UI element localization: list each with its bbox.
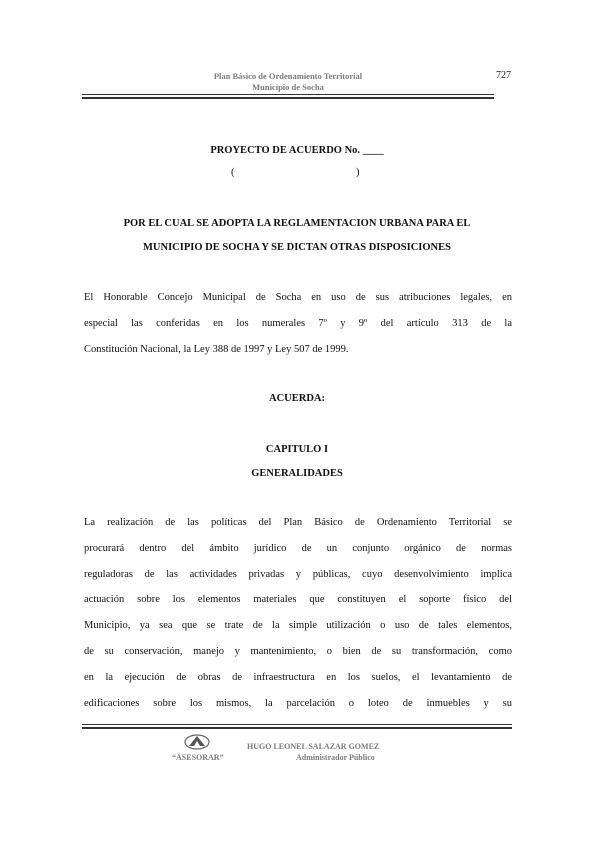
preamble-paragraph [84, 285, 512, 362]
header-rule-bottom [82, 97, 494, 99]
body-line: reguladoras de las actividades privadas y públicas, cuyo desenvolvimiento implica [84, 568, 512, 580]
footer-rule-bottom [82, 727, 512, 729]
preamble-line: Constitución Nacional, la Ley 388 de 1997 y Ley 507 de 1999. [84, 343, 349, 355]
footer-rule-top [82, 724, 512, 725]
body-line: La realización de las políticas del Plan Básico de Ordenamiento Territorial se [84, 517, 512, 528]
project-title: PROYECTO DE ACUERDO No. ____ [210, 145, 384, 156]
body-line: Municipio, ya sea que se trate de la simple utilización o uso de tales elementos, [84, 620, 512, 632]
body-line: de su conservación, manejo y mantenimiento, o bien de su transformación, como [84, 645, 512, 657]
body-line: procurará dentro del ámbito jurídico de un conjunto orgánico de normas [84, 542, 512, 554]
chapter-heading: CAPITULO I [265, 444, 329, 455]
footer-org-name: “ASESORAR” [172, 753, 224, 762]
body-paragraph [84, 510, 512, 716]
preamble-line: especial las conferidas en los numerales 7º y 9º del artículo 313 de la [84, 317, 512, 329]
footer-person-name: HUGO LEONEL SALAZAR GOMEZ [247, 742, 380, 751]
project-paren-close: ) [356, 167, 360, 178]
subject-line-1: POR EL CUAL SE ADOPTA LA REGLAMENTACION URBANA PARA EL [123, 218, 471, 229]
project-paren-open: ( [231, 167, 235, 178]
body-line: en la ejecución de obras de infraestructura en los suelos, el levantamiento de [84, 671, 512, 683]
footer-person-title: Administrador Público [296, 753, 375, 762]
acuerda-heading: ACUERDA: [269, 393, 325, 404]
chapter-title: GENERALIDADES [251, 468, 343, 479]
asesorar-logo-icon [183, 733, 211, 751]
body-line: edificaciones sobre los mismos, la parcelación o loteo de inmuebles y su [84, 697, 512, 709]
header-title-line1: Plan Básico de Ordenamiento Territorial [213, 71, 363, 81]
page-number: 727 [496, 70, 511, 81]
header-title-line2: Municipio de Socha [252, 82, 324, 92]
header-rule-top [82, 94, 494, 95]
preamble-line: El Honorable Concejo Municipal de Socha en uso de sus atribuciones legales, en [84, 292, 512, 303]
body-line: actuación sobre los elementos materiales que constituyen el soporte físico del [84, 594, 512, 606]
subject-line-2: MUNICIPIO DE SOCHA Y SE DICTAN OTRAS DISPOSICIONES [143, 242, 451, 253]
